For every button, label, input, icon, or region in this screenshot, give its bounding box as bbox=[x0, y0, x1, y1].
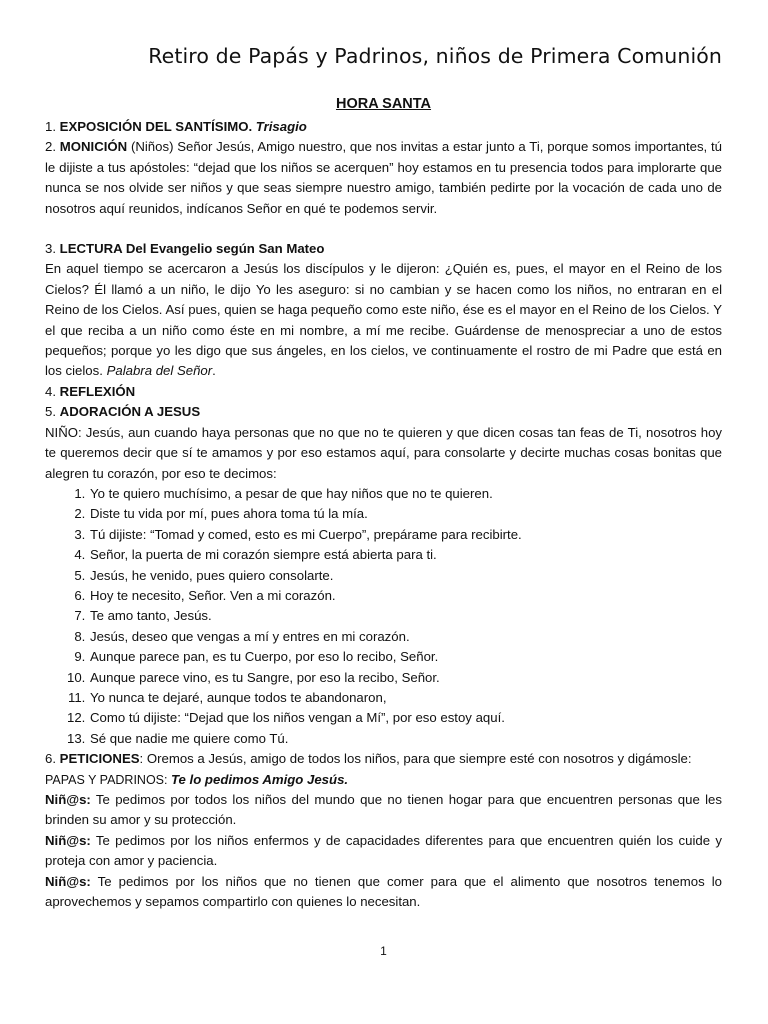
section-heading: HORA SANTA bbox=[335, 96, 432, 112]
list-item: 5. Jesús, he venido, pues quiero consolarte. bbox=[89, 566, 722, 586]
page-number: 1 bbox=[380, 944, 387, 958]
section-number: 3. bbox=[45, 241, 60, 257]
petition-text: Te pedimos por todos los niños del mundo que no tienen hogar para que encuentren personas que les brinden su amor y su protección. bbox=[45, 792, 722, 828]
document-title: Retiro de Papás y Padrinos, niños de Primera Comunión bbox=[148, 44, 722, 68]
petition-text: Te pedimos por los niños que no tienen que comer para que el alimento que nosotros tenemos lo aprovechemos y sepamos compartirlo con quienes lo necesitan. bbox=[45, 873, 722, 910]
section-number: 1. bbox=[45, 119, 60, 134]
list-item: 11. Yo nunca te dejaré, aunque todos te abandonaron, bbox=[89, 688, 722, 708]
section-label: ADORACIÓN A JESUS bbox=[59, 404, 201, 420]
list-item: 10. Aunque parece vino, es tu Sangre, por eso la recibo, Señor. bbox=[89, 668, 722, 688]
response-line bbox=[45, 770, 722, 790]
adoration-intro: NIÑO: Jesús, aun cuando haya personas que no que no te quieren y que dicen cosas tan feas de Ti, nosotros hoy te queremos decir que sí te amamos y por eso estamos aquí, para consolarte y decirte muchas cosas bonitas que alegren tu corazón, por eso te decimos: bbox=[45, 424, 722, 481]
petition-speaker: Niñ@s: bbox=[45, 832, 91, 848]
section-2 bbox=[45, 137, 722, 219]
petition-text: Te pedimos por los niños enfermos y de capacidades diferentes para que encuentren quién los cuide y proteja con amor y paciencia. bbox=[45, 832, 722, 869]
section-label: EXPOSICIÓN DEL SANTÍSIMO. bbox=[59, 119, 253, 134]
list-item: 13. Sé que nadie me quiere como Tú. bbox=[89, 729, 722, 749]
gospel-text bbox=[45, 259, 722, 381]
section-6 bbox=[45, 749, 722, 769]
section-number: 6. bbox=[45, 751, 60, 767]
petition-speaker: Niñ@s: bbox=[45, 792, 91, 807]
section-label: LECTURA Del Evangelio según San Mateo bbox=[59, 241, 325, 257]
list-item: 8. Jesús, deseo que vengas a mí y entres en mi corazón. bbox=[89, 627, 722, 647]
section-5 bbox=[45, 402, 722, 422]
gospel-closing-end: . bbox=[212, 363, 216, 379]
gospel-closing: Palabra del Señor bbox=[106, 363, 213, 379]
section-number: 2. bbox=[45, 139, 60, 155]
list-item: 7. Te amo tanto, Jesús. bbox=[89, 606, 722, 626]
section-label: MONICIÓN bbox=[59, 139, 128, 155]
list-item: 2. Diste tu vida por mí, pues ahora toma tú la mía. bbox=[89, 504, 722, 524]
section-1 bbox=[45, 117, 722, 137]
response-label: PAPAS Y PADRINOS: bbox=[45, 772, 171, 787]
petition-2 bbox=[45, 831, 722, 872]
petition-1 bbox=[45, 790, 722, 831]
list-item: 9. Aunque parece pan, es tu Cuerpo, por eso lo recibo, Señor. bbox=[89, 647, 722, 667]
section-text: : Oremos a Jesús, amigo de todos los niños, para que siempre esté con nosotros y digámosle: bbox=[139, 751, 692, 767]
section-text: (Niños) Señor Jesús, Amigo nuestro, que nos invitas a estar junto a Ti, porque somos importantes, tú le dijiste a tus apóstoles: “dejad que los niños se acerquen” hoy estamos en tu presencia todos para implorarte que nunca se nos olvide ser niños y que seas siempre nuestro amigo, también pedirte por la vocación de cada uno de nosotros aquí reunidos, indícanos Señor en qué te podemos servir. bbox=[45, 139, 722, 216]
section-label: PETICIONES bbox=[59, 751, 140, 767]
document-body bbox=[45, 117, 722, 912]
section-4 bbox=[45, 382, 722, 402]
petition-speaker: Niñ@s: bbox=[45, 873, 91, 889]
response-text: Te lo pedimos Amigo Jesús. bbox=[170, 771, 349, 787]
section-extra: Trisagio bbox=[252, 119, 307, 134]
gospel-body: En aquel tiempo se acercaron a Jesús los discípulos y le dijeron: ¿Quién es, pues, el mayor en el Reino de los Cielos? Él llamó a un niño, le dijo Yo les aseguro: si no cambian y se hacen como los niños, no entraran en el Reino de los Cielos. Así pues, quien se haga pequeño como este niño, ése es el mayor en el Reino de los Cielos. Y el que reciba a un niño como éste en mi nombre, a mí me recibe. Guárdense de menospreciar a uno de estos pequeños; porque yo les digo que sus ángeles, en los cielos, ve continuamente el rostro de mi Padre que está en los cielos. bbox=[45, 261, 722, 379]
list-item: 3. Tú dijiste: “Tomad y comed, esto es mi Cuerpo”, prepárame para recibirte. bbox=[89, 525, 722, 545]
adoration-list bbox=[45, 484, 722, 749]
petition-3 bbox=[45, 872, 722, 913]
section-number: 5. bbox=[45, 404, 60, 420]
section-3 bbox=[45, 239, 722, 259]
list-item: 6. Hoy te necesito, Señor. Ven a mi corazón. bbox=[89, 586, 722, 606]
section-label: REFLEXIÓN bbox=[59, 383, 136, 399]
list-item: 4. Señor, la puerta de mi corazón siempre está abierta para ti. bbox=[89, 545, 722, 565]
section-number: 4. bbox=[45, 383, 60, 399]
list-item: 1. Yo te quiero muchísimo, a pesar de que hay niños que no te quieren. bbox=[89, 484, 722, 504]
list-item: 12. Como tú dijiste: “Dejad que los niños vengan a Mí”, por eso estoy aquí. bbox=[89, 708, 722, 728]
